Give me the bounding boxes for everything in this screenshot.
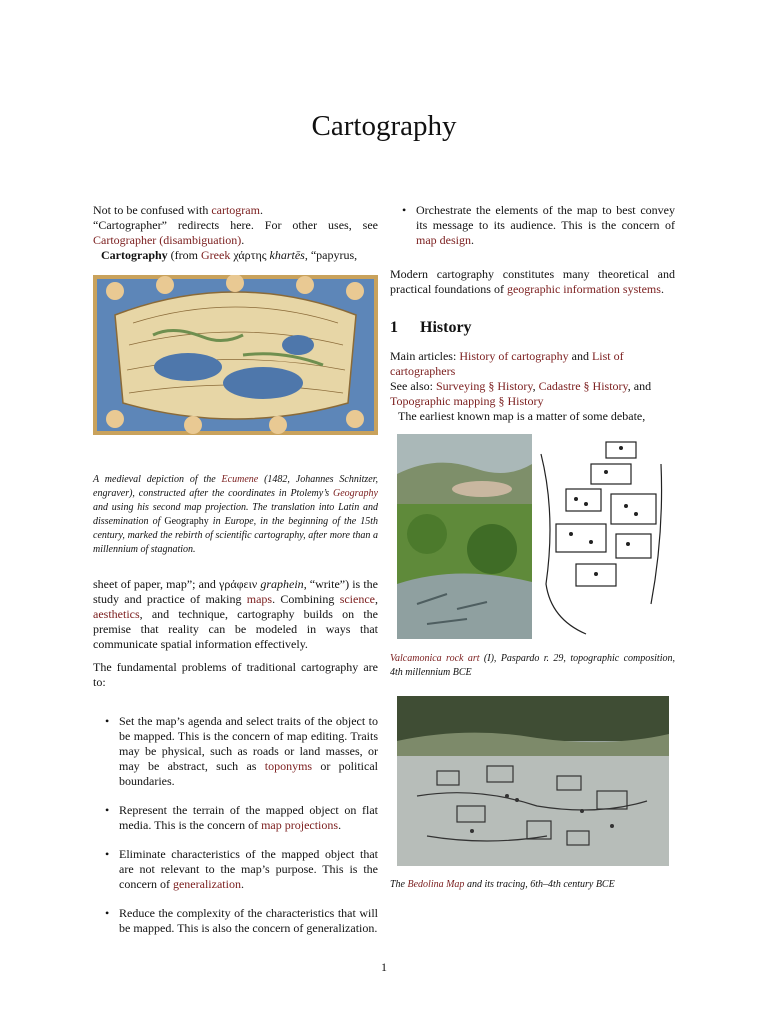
valcamonica-caption: Valcamonica rock art (I), Paspardo r. 29, topographic composition, 4th millennium BCE <box>390 653 675 678</box>
right-column <box>390 203 675 892</box>
cadastre-history-link[interactable]: Cadastre § History <box>538 379 628 393</box>
valcamonica-image-pair <box>390 434 675 639</box>
definition-paragraph: sheet of paper, map”; and γράφειν graphein, “write”) is the study and practice of making maps. Combining science, aesthetics, and technique, cartography builds on the premise that reality can be modeled in ways that communicate spatial information effectively. <box>93 577 378 651</box>
list-item: • Eliminate characteristics of the mapped object that are not relevant to the map’s purpose. This is the concern of generalization. <box>93 847 378 892</box>
cartographer-disambiguation-link[interactable]: Cartographer (disambiguation) <box>93 233 242 247</box>
list-item: • Reduce the complexity of the characteristics that will be mapped. This is also the concern of generalization. <box>93 906 378 936</box>
geography-link[interactable]: Geography <box>333 488 378 499</box>
greek-link[interactable]: Greek <box>201 248 231 262</box>
surveying-history-link[interactable]: Surveying § History <box>436 379 533 393</box>
gis-link[interactable]: geographic information systems <box>506 282 661 296</box>
ecumene-link[interactable]: Ecumene <box>221 474 259 485</box>
topographic-mapping-history-link[interactable]: Topographic mapping § History <box>390 394 544 408</box>
valcamonica-photo-image <box>397 434 532 639</box>
ptolemy-world-map-image <box>93 275 378 435</box>
disambiguation-note: Not to be confused with cartogram. <box>93 203 263 217</box>
page-number: 1 <box>381 960 387 974</box>
redirect-note: “Cartographer” redirects here. For other uses, see Cartographer (disambiguation). <box>93 218 378 247</box>
map-design-link[interactable]: map design <box>416 233 471 247</box>
maps-link[interactable]: maps <box>246 592 273 606</box>
modern-cartography-paragraph: Modern cartography constitutes many theoretical and practical foundations of geographic information systems. <box>390 267 675 296</box>
fundamental-problems-intro: The fundamental problems of traditional cartography are to: <box>93 660 378 689</box>
bedolina-caption: The Bedolina Map and its tracing, 6th–4th century BCE <box>390 879 615 890</box>
science-link[interactable]: science <box>339 592 375 606</box>
fundamental-problems-list-continued <box>390 203 675 248</box>
aesthetics-link[interactable]: aesthetics <box>93 607 140 621</box>
list-item: • Represent the terrain of the mapped object on flat media. This is the concern of map projections. <box>93 803 378 833</box>
list-item: • Set the map’s agenda and select traits of the object to be mapped. This is the concern of map editing. Traits may be physical, such as roads or land masses, or may be abstract, such as toponyms or political boundaries. <box>93 714 378 789</box>
cartogram-link[interactable]: cartogram <box>211 203 260 217</box>
list-item: • Orchestrate the elements of the map to best convey its message to its audience. This is the concern of map design. <box>390 203 675 248</box>
fundamental-problems-list <box>93 714 378 936</box>
earliest-map-paragraph: The earliest known map is a matter of some debate, <box>398 409 646 423</box>
lead-sentence: Cartography (from Greek χάρτης khartēs, “papyrus, <box>101 248 358 262</box>
history-of-cartography-link[interactable]: History of cartography <box>459 349 569 363</box>
bedolina-map-link[interactable]: Bedolina Map <box>407 879 465 890</box>
main-articles-note: Main articles: History of cartography and List of cartographers <box>390 349 624 378</box>
valcamonica-rock-art-link[interactable]: Valcamonica rock art <box>390 653 480 664</box>
toponyms-link[interactable]: toponyms <box>264 759 313 773</box>
map-projections-link[interactable]: map projections <box>261 818 339 832</box>
bedolina-map-image <box>397 696 669 866</box>
page-title: Cartography <box>311 110 457 142</box>
generalization-link[interactable]: generalization <box>172 877 241 891</box>
valcamonica-tracing-image <box>536 434 671 639</box>
section-heading-history: 1 History <box>390 319 472 336</box>
ptolemy-map-caption: A medieval depiction of the Ecumene (1482, Johannes Schnitzer, engraver), constructed after the coordinates in Ptolemy’s Geography and using his second map projection. The translation into Latin and dissemination of Geography in Europe, in the beginning of the 15th century, marked the rebirth of scientific cartography, after more than a millennium of stagnation. <box>93 474 378 555</box>
list-of-cartographers-link[interactable]: List of cartographers <box>390 349 624 378</box>
see-also-note: See also: Surveying § History, Cadastre § History, and Topographic mapping § History <box>390 379 652 408</box>
left-column <box>93 203 378 950</box>
